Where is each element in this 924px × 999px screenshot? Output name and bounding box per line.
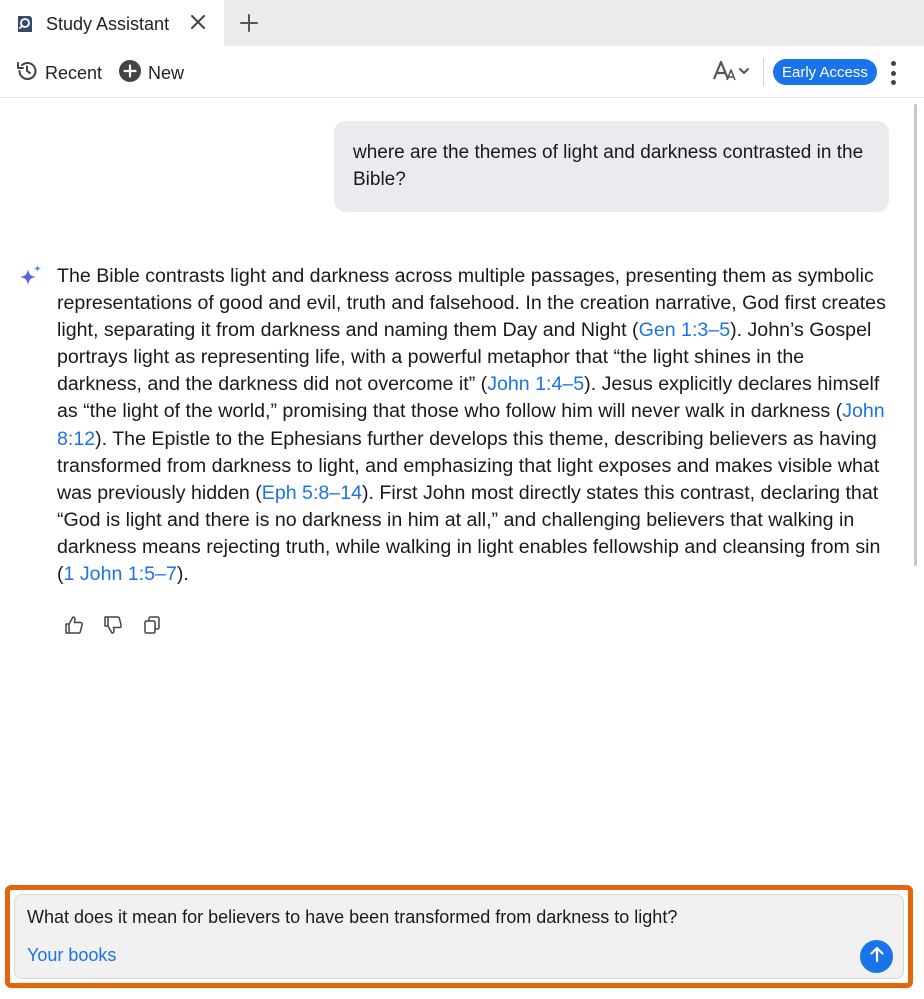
early-access-badge[interactable]: Early Access [773,59,877,85]
response-text: ). First John most directly states this contrast, declaring that “God is light and there is no darkness in him at all,” and challenging believers that walking in darkness means rejecting truth, while walking in light enables fellowship and cleansing from sin ( [57,481,881,586]
scrollbar[interactable] [914,104,917,566]
new-label: New [148,62,185,83]
verse-link[interactable]: Eph 5:8–14 [261,481,362,504]
thumbs-up-icon[interactable] [63,614,85,636]
user-message: where are the themes of light and darkness contrasted in the Bible? [334,121,889,212]
response-text: The Bible contrasts light and darkness across multiple passages, presenting them as symbolic representations of good and evil, truth and falsehood. In the creation narrative, God first creates light, separating it from darkness and naming them Day and Night ( [57,265,886,342]
verse-link[interactable]: John 8:12 [57,400,885,450]
input-focus-frame [5,885,913,988]
response-text: ). [176,563,189,586]
more-vertical-icon[interactable] [884,59,902,87]
thumbs-down-icon[interactable] [102,614,124,636]
assistant-response [57,263,893,588]
verse-link[interactable]: 1 John 1:5–7 [63,563,177,586]
plus-circle-icon [118,59,142,88]
font-size-icon [712,59,752,88]
search-book-icon [14,13,36,35]
response-text: ). John’s Gospel portrays light as representing life, with a powerful metaphor that “the light shines in the darkness, and the darkness did not overcome it” ( [57,319,872,396]
send-button[interactable] [860,940,893,973]
toolbar [0,46,924,98]
tab-title: Study Assistant [46,13,170,34]
response-text: ). The Epistle to the Ephesians further develops this theme, describing believers as having transformed from darkness to light, and emphasizing that light exposes and makes visible what was previously hidden ( [57,427,880,504]
tab-bar [0,0,924,46]
toolbar-divider [763,58,764,86]
new-button[interactable] [118,60,184,86]
recent-label: Recent [45,62,103,83]
message-input[interactable] [14,894,904,979]
plus-icon[interactable] [236,10,262,36]
verse-link[interactable]: John 1:4–5 [487,373,585,396]
verse-link[interactable]: Gen 1:3–5 [638,319,731,342]
recent-button[interactable] [15,60,102,86]
your-books-link[interactable]: Your books [27,945,117,965]
history-icon [15,59,39,88]
close-icon[interactable] [186,10,210,34]
sparkle-icon [17,264,43,290]
copy-icon[interactable] [141,614,163,636]
font-size-button[interactable] [712,59,752,87]
response-text: ). Jesus explicitly declares himself as “the light of the world,” promising that those who follow him will never walk in darkness ( [57,373,880,423]
message-input-text[interactable]: What does it mean for believers to have been transformed from darkness to light? [27,907,678,927]
arrow-up-icon [868,945,886,968]
